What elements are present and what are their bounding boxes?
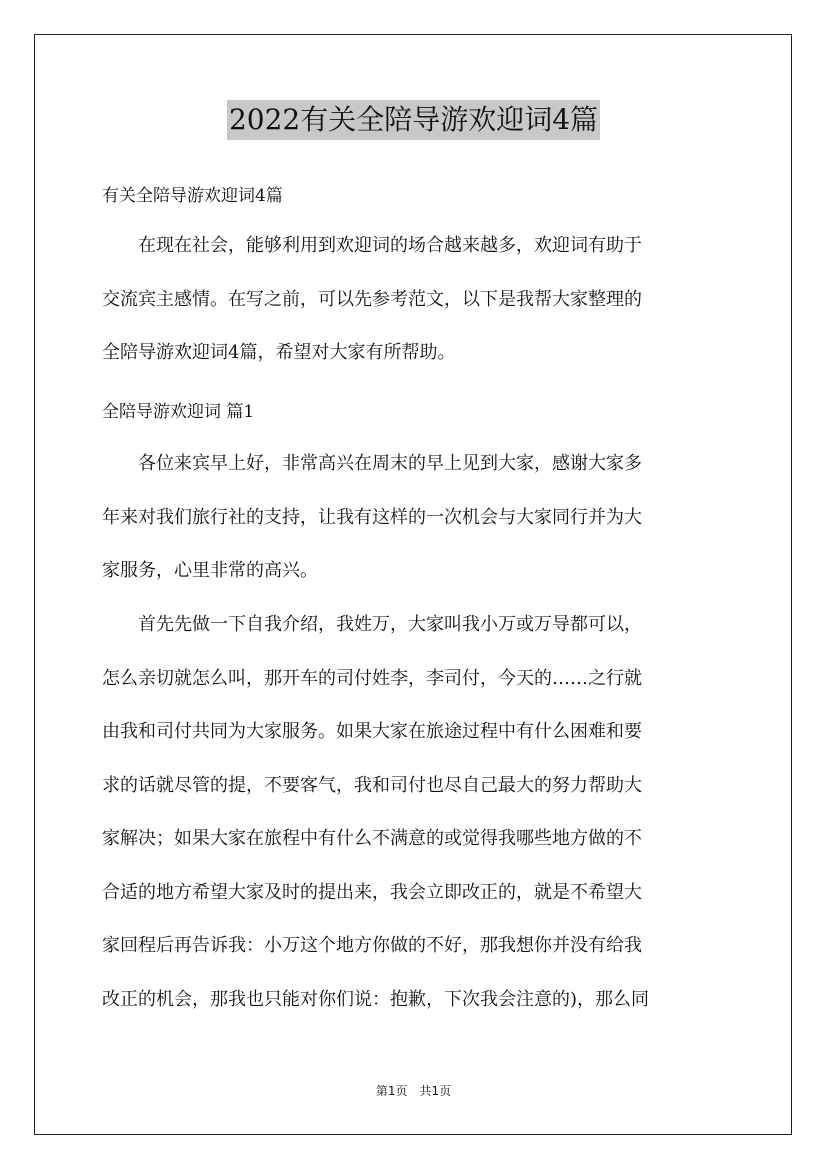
title-container [0, 100, 827, 140]
document-subtitle: 有关全陪导游欢迎词4篇 [102, 186, 283, 206]
intro-line: 在现在社会，能够利用到欢迎词的场合越来越多，欢迎词有助于 [102, 235, 642, 256]
paragraph-line: 家服务，心里非常的高兴。 [102, 560, 318, 581]
paragraph-line: 改正的机会，那我也只能对你们说：抱歉，下次我会注意的)，那么同 [102, 988, 650, 1010]
page-footer: 第1页 共1页 [375, 1084, 452, 1098]
paragraph-2 [102, 598, 726, 1026]
paragraph-line: 怎么亲切就怎么叫，那开车的司付姓李，李司付，今天的……之行就 [102, 667, 642, 689]
paragraph-line: 求的话就尽管的提，不要客气，我和司付也尽自己最大的努力帮助大 [102, 774, 642, 796]
paragraph-1 [102, 437, 726, 598]
paragraph-line: 家回程后再告诉我：小万这个地方你做的不好，那我想你并没有给我 [102, 935, 642, 956]
document-title: 2022有关全陪导游欢迎词4篇 [227, 100, 600, 140]
intro-line: 全陪导游欢迎词4篇，希望对大家有所帮助。 [102, 342, 456, 363]
intro-paragraph [102, 219, 726, 380]
paragraph-line: 首先先做一下自我介绍，我姓万，大家叫我小万或万导都可以， [102, 614, 642, 635]
intro-line: 交流宾主感情。在写之前，可以先参考范文，以下是我帮大家整理的 [102, 288, 642, 310]
paragraph-line: 由我和司付共同为大家服务。如果大家在旅途过程中有什么困难和要 [102, 721, 642, 742]
paragraph-line: 家解决；如果大家在旅程中有什么不满意的或觉得我哪些地方做的不 [102, 828, 642, 849]
paragraph-line: 合适的地方希望大家及时的提出来，我会立即改正的，就是不希望大 [102, 881, 642, 903]
section-heading: 全陪导游欢迎词 篇1 [102, 402, 255, 422]
paragraph-line: 年来对我们旅行社的支持，让我有这样的一次机会与大家同行并为大 [102, 506, 642, 528]
paragraph-line: 各位来宾早上好，非常高兴在周末的早上见到大家，感谢大家多 [102, 453, 642, 474]
